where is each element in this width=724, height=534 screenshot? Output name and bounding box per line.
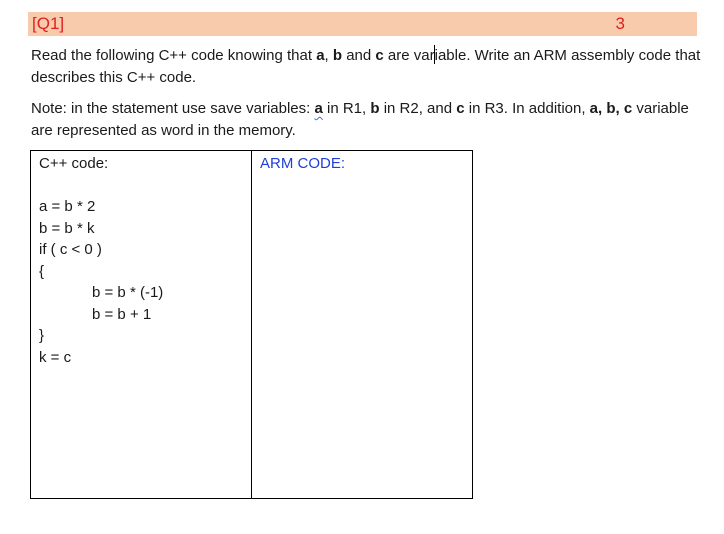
variable-b: b bbox=[370, 100, 380, 117]
instruction-paragraph bbox=[31, 45, 703, 89]
variable-b: b bbox=[332, 47, 343, 64]
instruction-text: and bbox=[342, 47, 376, 64]
code-line: a = b * 2 bbox=[39, 198, 96, 215]
variable-a: a bbox=[316, 47, 325, 64]
note-text: variable are represented as word in the memory. bbox=[31, 100, 689, 139]
blank-line bbox=[39, 175, 244, 197]
instruction-text: are var bbox=[383, 47, 435, 64]
note-text: in R3. In addition, bbox=[464, 100, 590, 117]
code-line: b = b + 1 bbox=[92, 305, 152, 323]
cpp-code-heading: C++ code: bbox=[39, 155, 109, 172]
variable-c: c bbox=[456, 100, 465, 117]
arm-code-heading: ARM CODE: bbox=[260, 155, 346, 172]
instruction-text: Read the following C++ code knowing that bbox=[31, 47, 317, 64]
variable-a-spellcheck: a bbox=[314, 100, 323, 117]
column-divider bbox=[251, 151, 252, 498]
code-line: k = c bbox=[39, 348, 72, 366]
instruction-text: iable. Write an ARM assembly code that describes this C++ code. bbox=[31, 47, 701, 86]
note-text: Note: in the statement use save variables: bbox=[31, 100, 315, 117]
code-line: if ( c < 0 ) bbox=[39, 241, 102, 258]
instruction-text: , bbox=[324, 47, 333, 64]
code-line: { bbox=[39, 262, 45, 280]
variable-c: c bbox=[375, 47, 384, 64]
note-text: in R1, bbox=[322, 100, 371, 117]
variables-abc: a, b, c bbox=[589, 100, 633, 117]
cpp-code-cell[interactable] bbox=[39, 153, 244, 368]
question-label: [Q1] bbox=[32, 14, 65, 33]
code-line: b = b * k bbox=[39, 219, 95, 237]
question-header-bar bbox=[28, 12, 697, 36]
arm-code-cell[interactable] bbox=[260, 153, 465, 175]
code-line: } bbox=[39, 327, 45, 344]
note-paragraph bbox=[31, 98, 703, 142]
note-text: in R2, and bbox=[379, 100, 457, 117]
code-table bbox=[30, 150, 473, 499]
question-points: 3 bbox=[615, 14, 625, 33]
code-line: b = b * (-1) bbox=[92, 284, 164, 301]
